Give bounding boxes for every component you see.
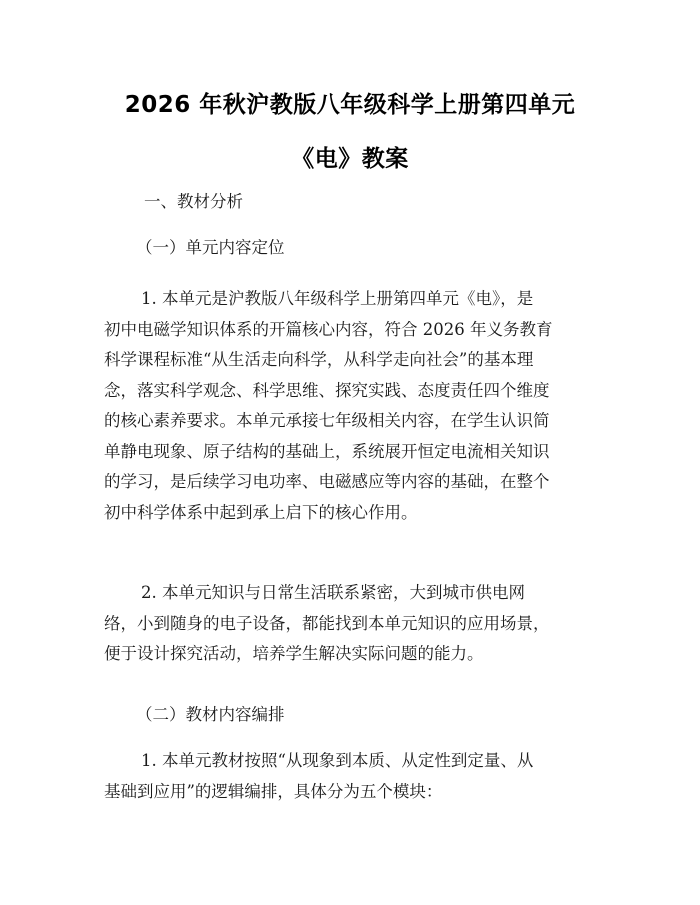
paragraph-line: 初中电磁学知识体系的开篇核心内容，符合 2026 年义务教育: [104, 319, 553, 339]
paragraph-line: 初中科学体系中起到承上启下的核心作用。: [104, 502, 418, 522]
paragraph-line: 基础到应用”的逻辑编排，具体分为五个模块：: [104, 781, 443, 801]
paragraph-line: 念，落实科学观念、科学思维、探究实践、态度责任四个维度: [104, 380, 550, 400]
subsection-heading-unit-positioning: （一）单元内容定位: [136, 238, 285, 257]
paragraph-content-arrangement-1: [104, 746, 602, 807]
document-title-line-1: 2026 年秋沪教版八年级科学上册第四单元: [124, 92, 576, 118]
paragraph-line: 单静电现象、原子结构的基础上，系统展开恒定电流相关知识: [104, 441, 550, 461]
document-title-line-2: 《电》教案: [291, 146, 409, 172]
paragraph-line: 1. 本单元是沪教版八年级科学上册第四单元《电》，是: [141, 289, 534, 308]
paragraph-line: 的核心素养要求。本单元承接七年级相关内容，在学生认识简: [104, 411, 550, 430]
paragraph-line: 科学课程标准“从生活走向科学，从科学走向社会”的基本理: [104, 350, 534, 369]
paragraph-line: 2. 本单元知识与日常生活联系紧密，大到城市供电网: [141, 583, 525, 602]
paragraph-line: 便于设计探究活动，培养学生解决实际问题的能力。: [104, 644, 484, 663]
subsection-heading-content-arrangement: （二）教材内容编排: [136, 705, 285, 724]
paragraph-line: 络，小到随身的电子设备，都能找到本单元知识的应用场景，: [104, 613, 550, 633]
section-heading-textbook-analysis: 一、教材分析: [144, 192, 243, 211]
paragraph-line: 的学习，是后续学习电功率、电磁感应等内容的基础，在整个: [104, 472, 550, 491]
paragraph-unit-positioning-1: [104, 284, 602, 528]
paragraph-unit-positioning-2: [104, 578, 602, 670]
paragraph-line: 1. 本单元教材按照“从现象到本质、从定性到定量、从: [141, 751, 534, 770]
